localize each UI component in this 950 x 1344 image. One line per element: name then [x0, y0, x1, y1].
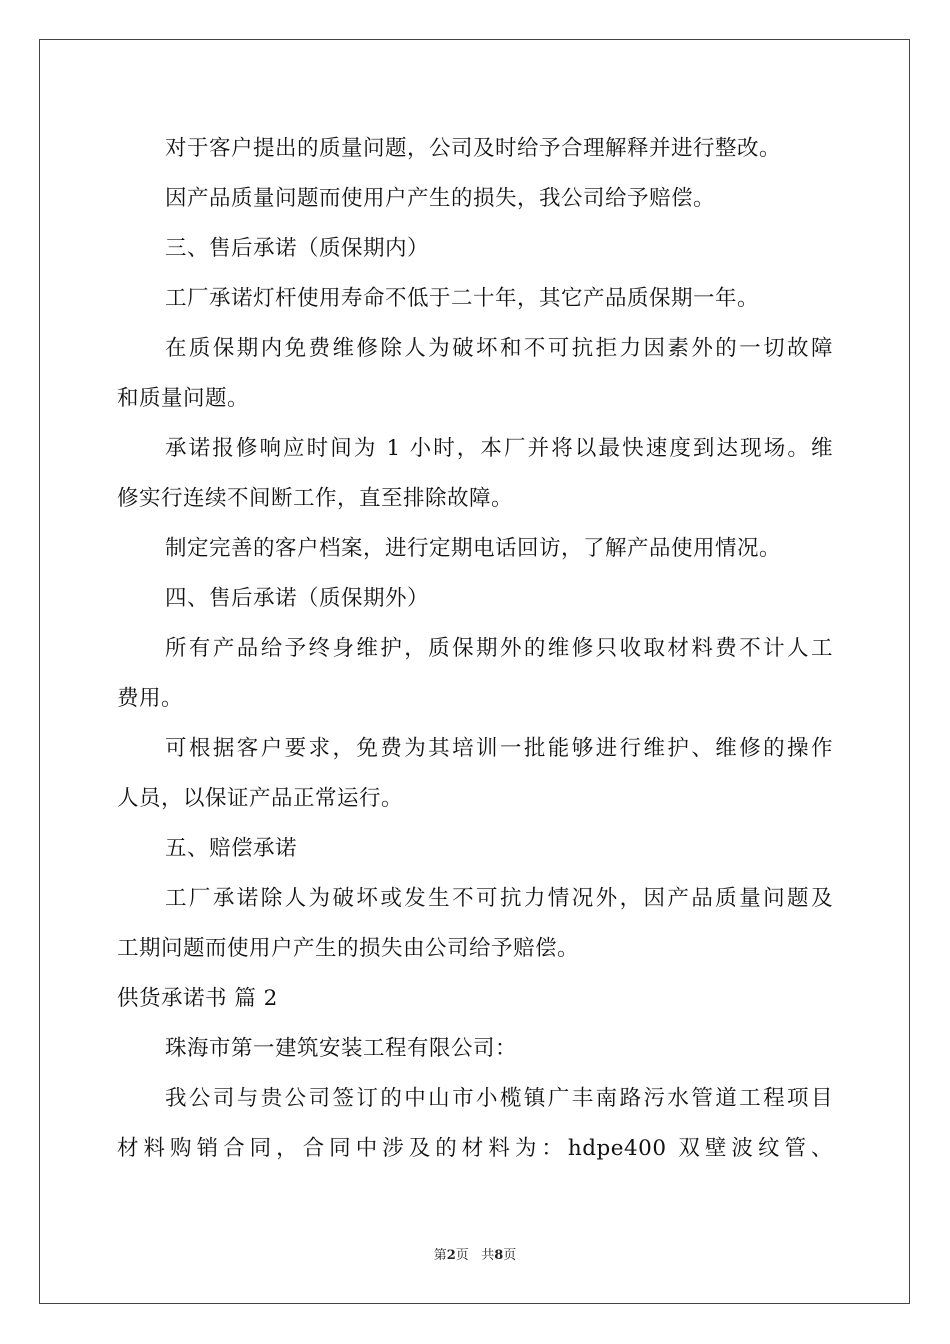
- document-title: 供货承诺书 篇 2: [117, 986, 278, 1011]
- salutation: 珠海市第一建筑安装工程有限公司：: [165, 1036, 518, 1061]
- paragraph-line: 在质保期内免费维修除人为破坏和不可抗拒力因素外的一切故障: [165, 336, 833, 361]
- total-prefix: 共: [481, 1248, 495, 1263]
- paragraph-line: 制定完善的客户档案，进行定期电话回访，了解产品使用情况。: [165, 536, 782, 561]
- page-suffix: 页: [455, 1248, 469, 1263]
- paragraph-line: 修实行连续不间断工作，直至排除故障。: [117, 486, 514, 511]
- page-number: 2: [446, 1248, 456, 1263]
- section-heading: 四、售后承诺（质保期外）: [165, 586, 430, 611]
- paragraph-line: 材料购销合同，合同中涉及的材料为：hdpe400 双壁波纹管、: [117, 1136, 833, 1161]
- total-suffix: 页: [503, 1248, 517, 1263]
- paragraph-line: 工期问题而使用户产生的损失由公司给予赔偿。: [117, 936, 580, 961]
- paragraph-line: 因产品质量问题而使用户产生的损失，我公司给予赔偿。: [165, 186, 716, 211]
- paragraph-line: 所有产品给予终身维护，质保期外的维修只收取材料费不计人工: [165, 636, 833, 661]
- paragraph-line: 工厂承诺除人为破坏或发生不可抗力情况外，因产品质量问题及: [165, 886, 833, 911]
- paragraph-line: 对于客户提出的质量问题，公司及时给予合理解释并进行整改。: [165, 136, 782, 161]
- section-heading: 五、赔偿承诺: [165, 836, 298, 861]
- section-heading: 三、售后承诺（质保期内）: [165, 236, 430, 261]
- paragraph-line: 可根据客户要求，免费为其培训一批能够进行维护、维修的操作: [165, 736, 833, 761]
- paragraph-line: 工厂承诺灯杆使用寿命不低于二十年，其它产品质保期一年。: [165, 286, 760, 311]
- paragraph-line: 和质量问题。: [117, 386, 250, 411]
- page-border: [39, 39, 910, 1304]
- paragraph-line: 费用。: [117, 686, 184, 711]
- paragraph-line: 承诺报修响应时间为 1 小时，本厂并将以最快速度到达现场。维: [165, 436, 833, 461]
- page-prefix: 第: [433, 1248, 447, 1263]
- paragraph-line: 我公司与贵公司签订的中山市小榄镇广丰南路污水管道工程项目: [165, 1086, 833, 1111]
- paragraph-line: 人员，以保证产品正常运行。: [117, 786, 404, 811]
- total-pages: 8: [494, 1248, 504, 1263]
- page-footer: [0, 1247, 950, 1265]
